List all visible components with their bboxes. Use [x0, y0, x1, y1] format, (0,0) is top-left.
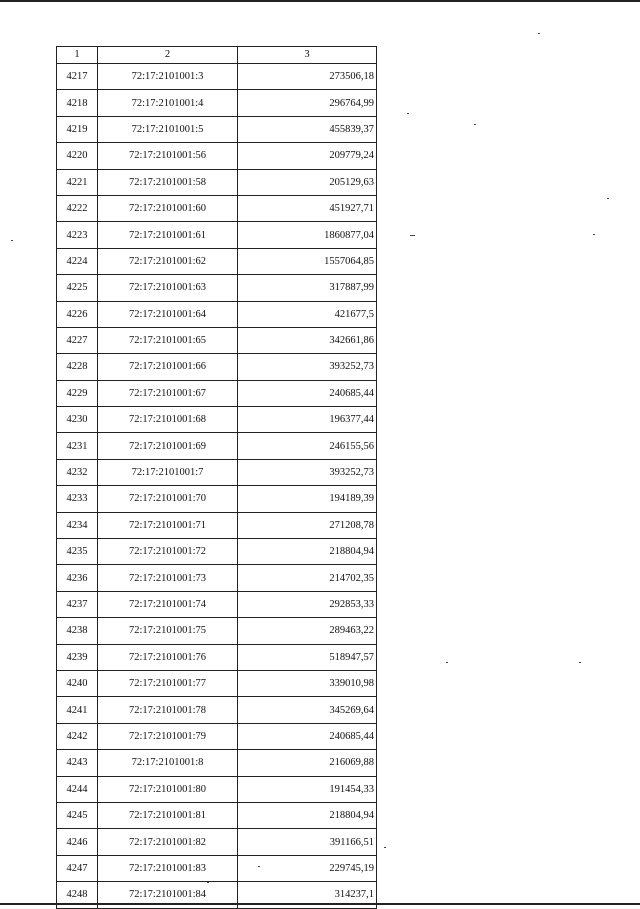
cadastral-number: 72:17:2101001:83	[98, 855, 238, 881]
table-row	[57, 723, 377, 749]
column-header-2: 2	[98, 47, 238, 64]
row-number: 4229	[57, 380, 98, 406]
row-number: 4241	[57, 697, 98, 723]
row-number: 4247	[57, 855, 98, 881]
row-number: 4235	[57, 539, 98, 565]
scan-speck	[593, 234, 595, 235]
cadastral-value: 214702,35	[238, 565, 377, 591]
cadastral-value: 205129,63	[238, 169, 377, 195]
cadastral-value: 292853,33	[238, 591, 377, 617]
row-number: 4237	[57, 591, 98, 617]
cadastral-value-table	[56, 46, 377, 909]
table-row	[57, 829, 377, 855]
row-number: 4230	[57, 407, 98, 433]
row-number: 4233	[57, 486, 98, 512]
cadastral-number: 72:17:2101001:3	[98, 64, 238, 90]
cadastral-value: 209779,24	[238, 143, 377, 169]
cadastral-value: 317887,99	[238, 275, 377, 301]
row-number: 4244	[57, 776, 98, 802]
cadastral-value: 218804,94	[238, 539, 377, 565]
scan-speck	[407, 113, 409, 114]
scan-speck	[410, 235, 415, 236]
cadastral-number: 72:17:2101001:81	[98, 802, 238, 828]
row-number: 4227	[57, 327, 98, 353]
table-row	[57, 90, 377, 116]
cadastral-value: 391166,51	[238, 829, 377, 855]
table-row	[57, 697, 377, 723]
cadastral-number: 72:17:2101001:67	[98, 380, 238, 406]
cadastral-number: 72:17:2101001:76	[98, 644, 238, 670]
cadastral-value: 1557064,85	[238, 248, 377, 274]
cadastral-number: 72:17:2101001:84	[98, 882, 238, 908]
table-row	[57, 407, 377, 433]
table-row	[57, 64, 377, 90]
table-row	[57, 512, 377, 538]
table-row	[57, 195, 377, 221]
row-number: 4243	[57, 750, 98, 776]
cadastral-number: 72:17:2101001:80	[98, 776, 238, 802]
cadastral-value: 191454,33	[238, 776, 377, 802]
table-row	[57, 301, 377, 327]
cadastral-number: 72:17:2101001:5	[98, 116, 238, 142]
row-number: 4224	[57, 248, 98, 274]
cadastral-number: 72:17:2101001:69	[98, 433, 238, 459]
table-row	[57, 116, 377, 142]
scan-speck	[607, 198, 609, 199]
scan-speck	[446, 662, 448, 663]
row-number: 4218	[57, 90, 98, 116]
cadastral-number: 72:17:2101001:71	[98, 512, 238, 538]
row-number: 4231	[57, 433, 98, 459]
scan-speck	[474, 124, 476, 125]
cadastral-number: 72:17:2101001:70	[98, 486, 238, 512]
cadastral-number: 72:17:2101001:72	[98, 539, 238, 565]
table-row	[57, 565, 377, 591]
cadastral-value: 393252,73	[238, 459, 377, 485]
cadastral-value: 273506,18	[238, 64, 377, 90]
cadastral-value: 229745,19	[238, 855, 377, 881]
cadastral-number: 72:17:2101001:62	[98, 248, 238, 274]
cadastral-number: 72:17:2101001:8	[98, 750, 238, 776]
table-row	[57, 275, 377, 301]
table-row	[57, 750, 377, 776]
header-row	[57, 47, 377, 64]
table-row	[57, 433, 377, 459]
cadastral-number: 72:17:2101001:68	[98, 407, 238, 433]
cadastral-value: 421677,5	[238, 301, 377, 327]
cadastral-number: 72:17:2101001:74	[98, 591, 238, 617]
table-row	[57, 143, 377, 169]
scan-speck	[579, 662, 581, 663]
row-number: 4240	[57, 670, 98, 696]
cadastral-value: 218804,94	[238, 802, 377, 828]
table-row	[57, 618, 377, 644]
cadastral-number: 72:17:2101001:82	[98, 829, 238, 855]
cadastral-value: 339010,98	[238, 670, 377, 696]
cadastral-value: 451927,71	[238, 195, 377, 221]
cadastral-number: 72:17:2101001:73	[98, 565, 238, 591]
cadastral-number: 72:17:2101001:77	[98, 670, 238, 696]
scan-speck	[538, 33, 540, 34]
row-number: 4217	[57, 64, 98, 90]
table-row	[57, 169, 377, 195]
row-number: 4232	[57, 459, 98, 485]
row-number: 4219	[57, 116, 98, 142]
row-number: 4248	[57, 882, 98, 908]
column-header-3: 3	[238, 47, 377, 64]
cadastral-number: 72:17:2101001:60	[98, 195, 238, 221]
cadastral-value: 518947,57	[238, 644, 377, 670]
cadastral-value: 393252,73	[238, 354, 377, 380]
column-header-1: 1	[57, 47, 98, 64]
cadastral-value: 314237,1	[238, 882, 377, 908]
table-row	[57, 380, 377, 406]
row-number: 4222	[57, 195, 98, 221]
cadastral-number: 72:17:2101001:58	[98, 169, 238, 195]
table-row	[57, 459, 377, 485]
row-number: 4226	[57, 301, 98, 327]
cadastral-value: 296764,99	[238, 90, 377, 116]
table-row	[57, 802, 377, 828]
table-row	[57, 248, 377, 274]
cadastral-value: 342661,86	[238, 327, 377, 353]
cadastral-number: 72:17:2101001:79	[98, 723, 238, 749]
table-row	[57, 670, 377, 696]
table-row	[57, 644, 377, 670]
cadastral-number: 72:17:2101001:63	[98, 275, 238, 301]
cadastral-value: 196377,44	[238, 407, 377, 433]
row-number: 4221	[57, 169, 98, 195]
table-row	[57, 486, 377, 512]
row-number: 4225	[57, 275, 98, 301]
cadastral-number: 72:17:2101001:65	[98, 327, 238, 353]
row-number: 4239	[57, 644, 98, 670]
table-row	[57, 855, 377, 881]
cadastral-value: 246155,56	[238, 433, 377, 459]
row-number: 4245	[57, 802, 98, 828]
cadastral-number: 72:17:2101001:56	[98, 143, 238, 169]
row-number: 4238	[57, 618, 98, 644]
cadastral-number: 72:17:2101001:61	[98, 222, 238, 248]
scan-speck	[384, 847, 386, 848]
row-number: 4220	[57, 143, 98, 169]
scan-speck	[207, 882, 209, 883]
cadastral-number: 72:17:2101001:75	[98, 618, 238, 644]
cadastral-value: 455839,37	[238, 116, 377, 142]
cadastral-value: 194189,39	[238, 486, 377, 512]
row-number: 4236	[57, 565, 98, 591]
table-row	[57, 327, 377, 353]
cadastral-number: 72:17:2101001:66	[98, 354, 238, 380]
row-number: 4246	[57, 829, 98, 855]
row-number: 4242	[57, 723, 98, 749]
table-row	[57, 776, 377, 802]
row-number: 4228	[57, 354, 98, 380]
table-row	[57, 539, 377, 565]
cadastral-value: 216069,88	[238, 750, 377, 776]
row-number: 4223	[57, 222, 98, 248]
scan-edge-top	[0, 0, 640, 2]
cadastral-value: 271208,78	[238, 512, 377, 538]
scan-speck	[258, 866, 260, 867]
cadastral-value: 240685,44	[238, 723, 377, 749]
cadastral-number: 72:17:2101001:7	[98, 459, 238, 485]
cadastral-number: 72:17:2101001:4	[98, 90, 238, 116]
cadastral-number: 72:17:2101001:64	[98, 301, 238, 327]
cadastral-value: 1860877,04	[238, 222, 377, 248]
cadastral-value: 345269,64	[238, 697, 377, 723]
cadastral-value: 289463,22	[238, 618, 377, 644]
scan-speck	[11, 240, 13, 241]
cadastral-value: 240685,44	[238, 380, 377, 406]
table-row	[57, 591, 377, 617]
cadastral-number: 72:17:2101001:78	[98, 697, 238, 723]
row-number: 4234	[57, 512, 98, 538]
table-row	[57, 354, 377, 380]
table-row	[57, 222, 377, 248]
